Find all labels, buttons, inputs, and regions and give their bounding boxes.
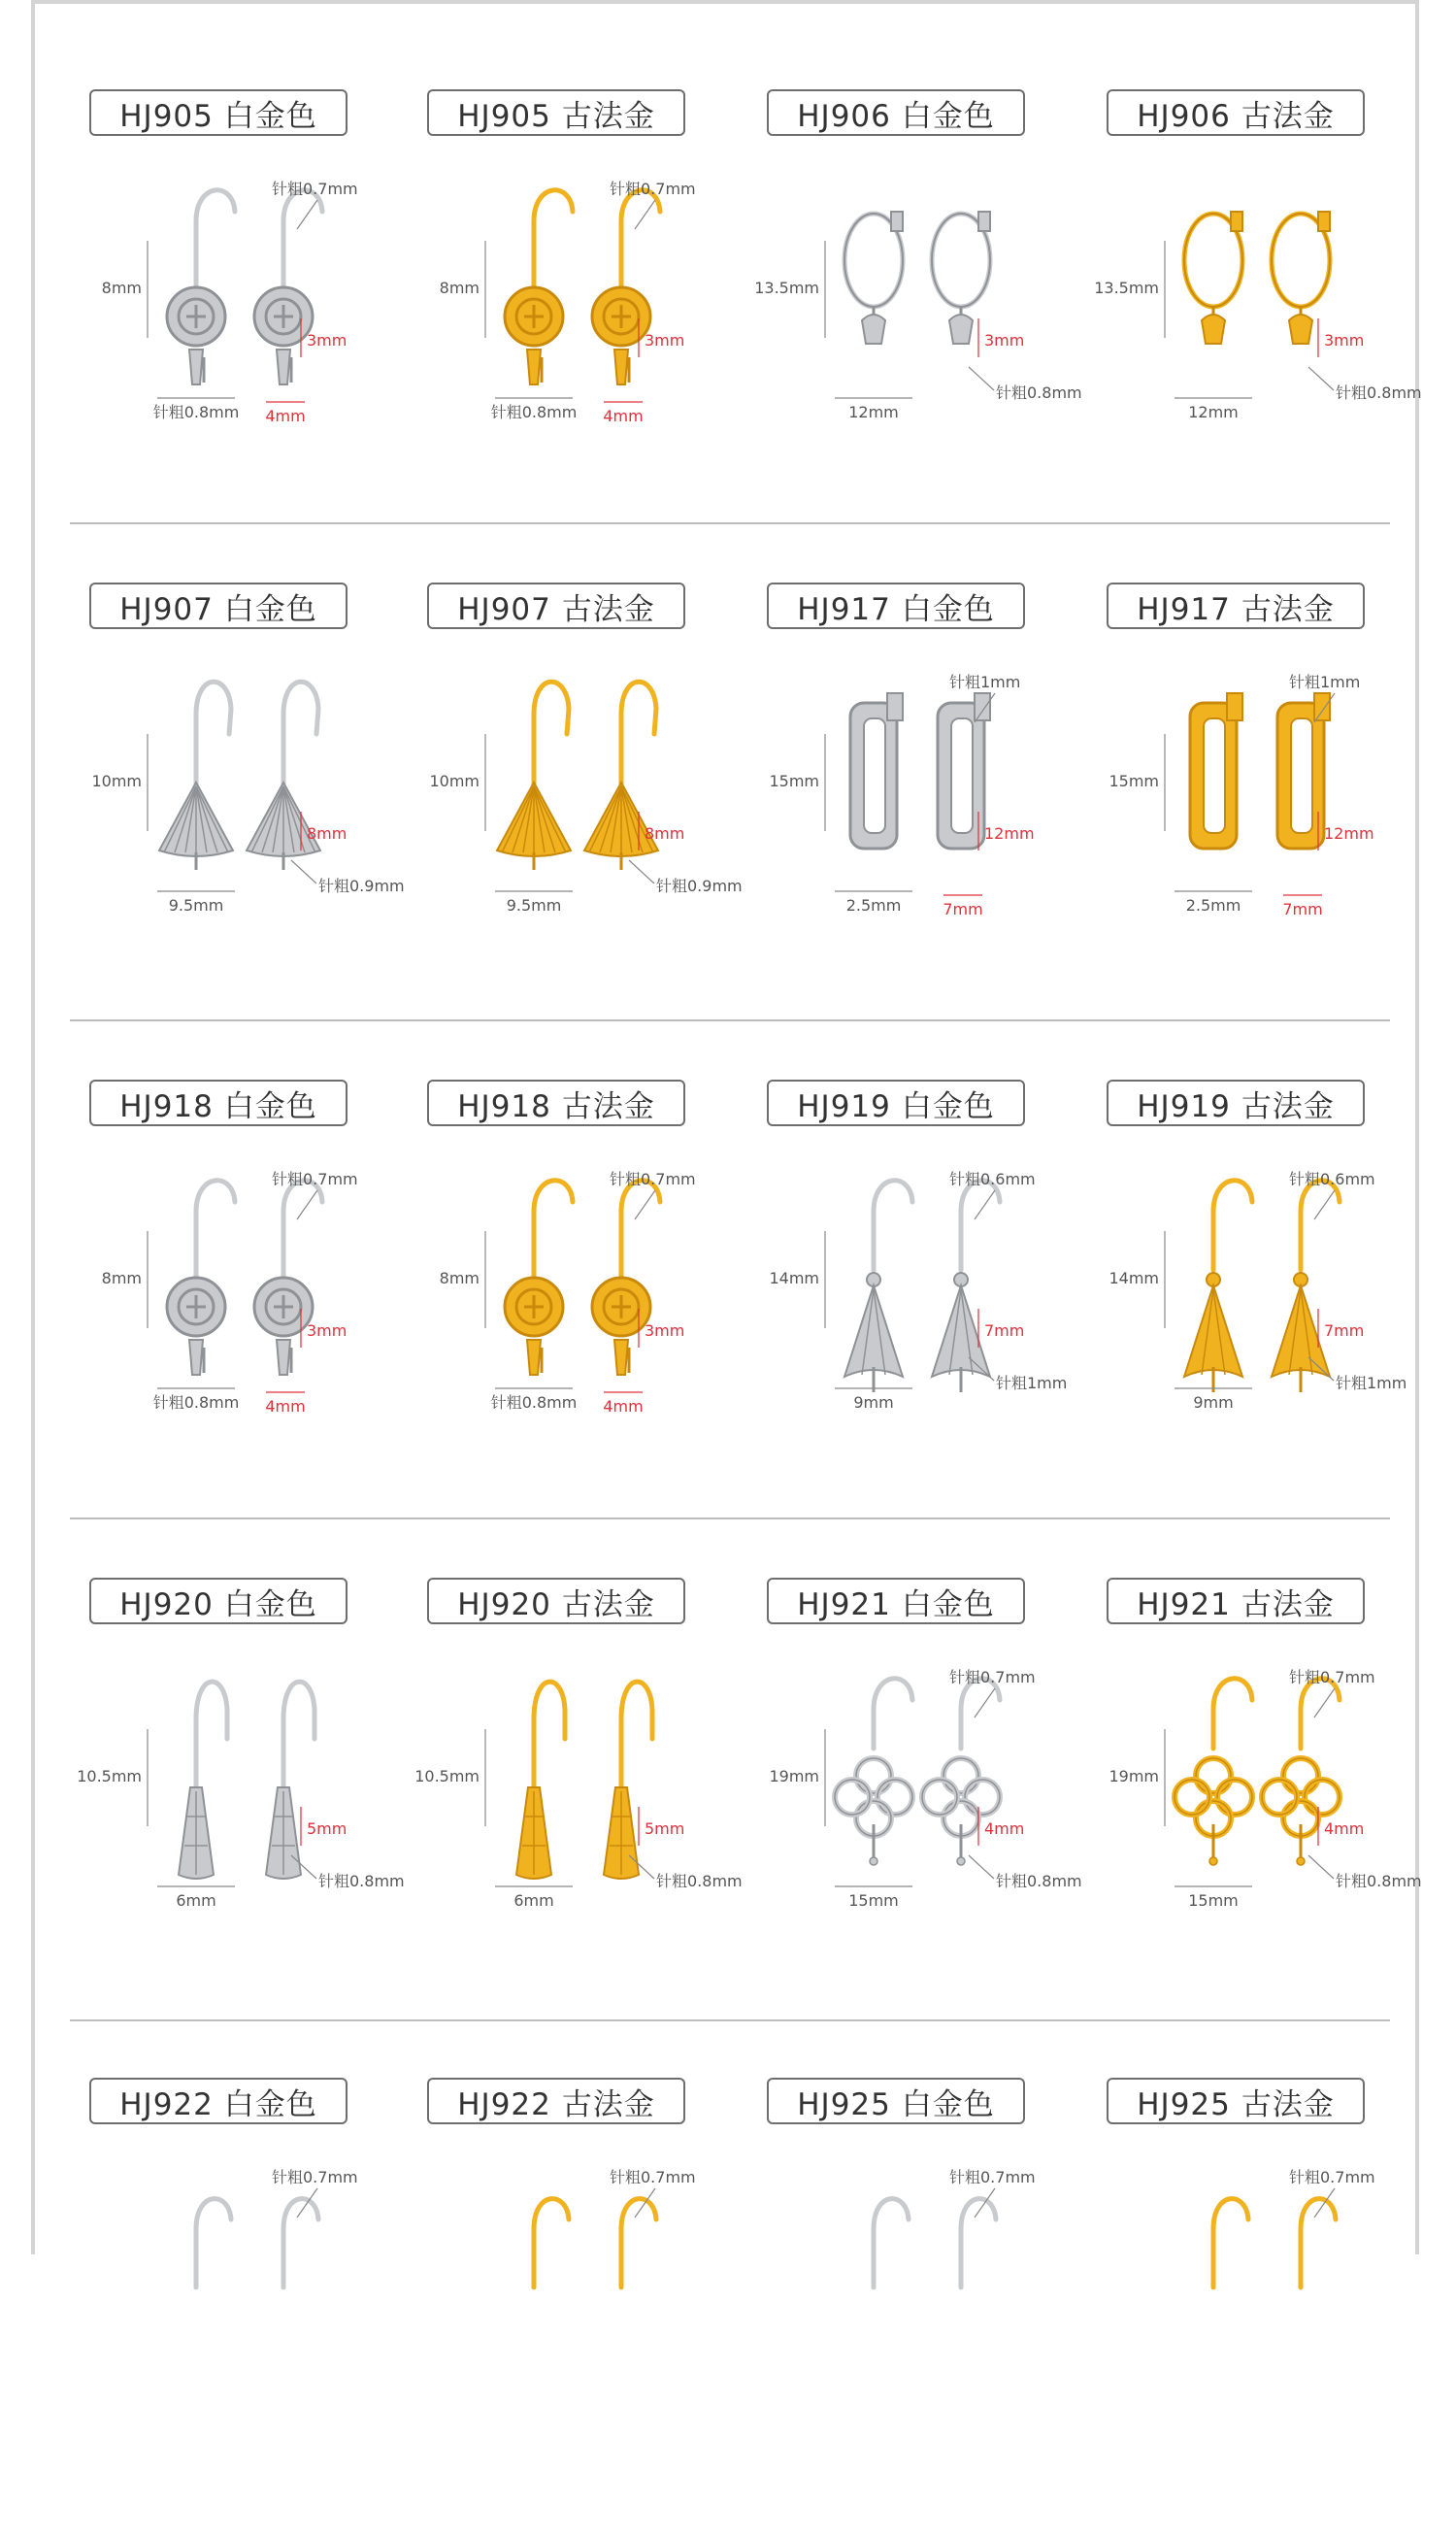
earring-right bbox=[254, 190, 322, 384]
dimension-bottom: 12mm bbox=[1188, 403, 1239, 421]
earring-left bbox=[534, 2199, 569, 2287]
earring-illustration bbox=[728, 666, 1068, 977]
product-card[interactable] bbox=[89, 1080, 429, 1536]
dimension-bottom: 9mm bbox=[1193, 1393, 1234, 1412]
earring-left bbox=[167, 190, 235, 384]
product-label: HJ919 白金色 bbox=[767, 1080, 1025, 1126]
earring-right bbox=[1272, 1181, 1340, 1392]
earring-left bbox=[1184, 1181, 1252, 1392]
dimension-line bbox=[291, 860, 316, 884]
dimension-left: 15mm bbox=[1109, 772, 1159, 790]
dimension-bottom: 2.5mm bbox=[1185, 896, 1241, 915]
dimension-red1: 5mm bbox=[645, 1819, 685, 1838]
earring-left bbox=[505, 190, 573, 384]
dimension-right: 针粗0.8mm bbox=[318, 1872, 405, 1890]
dimension-bottom: 6mm bbox=[513, 1891, 554, 1910]
product-card[interactable] bbox=[767, 583, 1107, 1039]
earring-right bbox=[1277, 693, 1330, 849]
earring-left bbox=[1190, 693, 1242, 849]
dimension-left: 19mm bbox=[1109, 1767, 1159, 1785]
product-label: HJ920 白金色 bbox=[89, 1578, 347, 1624]
earring-left bbox=[1175, 1679, 1252, 1865]
earring-left bbox=[1184, 212, 1242, 344]
dimension-red1: 3mm bbox=[645, 331, 685, 350]
earring-right bbox=[592, 190, 660, 384]
earring-illustration bbox=[728, 1661, 1082, 1972]
earring-left bbox=[167, 1181, 235, 1375]
dimension-left: 10.5mm bbox=[414, 1767, 480, 1785]
product-card[interactable] bbox=[89, 583, 429, 1039]
dimension-right: 针粗0.8mm bbox=[996, 1872, 1082, 1890]
earring-illustration bbox=[388, 666, 743, 977]
dimension-red2: 4mm bbox=[265, 407, 306, 425]
earring-illustration bbox=[50, 1163, 390, 1474]
dimension-right: 针粗0.8mm bbox=[656, 1872, 743, 1890]
earring-illustration bbox=[728, 2161, 1068, 2472]
earring-left bbox=[505, 1181, 573, 1375]
dimension-bottom: 15mm bbox=[1188, 1891, 1239, 1910]
earring-right bbox=[1272, 212, 1330, 344]
earring-illustration bbox=[388, 173, 728, 483]
earring-right bbox=[266, 1682, 314, 1879]
earring-left bbox=[844, 1181, 912, 1392]
product-card[interactable] bbox=[1107, 1080, 1446, 1536]
dimension-right: 针粗1mm bbox=[996, 1374, 1068, 1392]
product-card[interactable] bbox=[754, 89, 1107, 546]
dimension-red1: 7mm bbox=[984, 1321, 1025, 1340]
dimension-bottom: 针粗0.8mm bbox=[490, 1393, 578, 1412]
dimension-top: 针粗0.7mm bbox=[949, 1668, 1036, 1686]
dimension-left: 13.5mm bbox=[754, 279, 819, 297]
earring-left bbox=[850, 693, 903, 849]
dimension-red1: 8mm bbox=[307, 824, 347, 843]
dimension-left: 8mm bbox=[101, 1269, 142, 1287]
dimension-line bbox=[1314, 1190, 1335, 1219]
earring-illustration bbox=[50, 2161, 390, 2472]
product-label: HJ925 古法金 bbox=[1107, 2078, 1365, 2124]
dimension-top: 针粗1mm bbox=[949, 673, 1021, 691]
product-label: HJ907 古法金 bbox=[427, 583, 685, 629]
dimension-top: 针粗1mm bbox=[1289, 673, 1361, 691]
product-card[interactable] bbox=[89, 89, 429, 546]
product-label: HJ922 白金色 bbox=[89, 2078, 347, 2124]
dimension-red2: 7mm bbox=[1282, 900, 1323, 918]
product-card[interactable] bbox=[767, 2078, 1107, 2534]
product-card[interactable] bbox=[1107, 2078, 1446, 2534]
earring-illustration bbox=[1068, 666, 1407, 977]
product-label: HJ917 白金色 bbox=[767, 583, 1025, 629]
dimension-left: 10mm bbox=[429, 772, 480, 790]
dimension-top: 针粗0.6mm bbox=[1289, 1170, 1375, 1188]
product-card[interactable] bbox=[414, 1578, 767, 2034]
dimension-top: 针粗0.7mm bbox=[272, 180, 358, 198]
dimension-top: 针粗0.7mm bbox=[1289, 1668, 1375, 1686]
dimension-line bbox=[635, 1190, 655, 1219]
dimension-left: 10.5mm bbox=[77, 1767, 142, 1785]
dimension-bottom: 针粗0.8mm bbox=[152, 1393, 240, 1412]
dimension-red1: 12mm bbox=[1324, 824, 1374, 843]
dimension-bottom: 12mm bbox=[848, 403, 899, 421]
dimension-line bbox=[1314, 1688, 1335, 1717]
dimension-red1: 3mm bbox=[307, 331, 347, 350]
product-label: HJ906 古法金 bbox=[1107, 89, 1365, 136]
earring-right bbox=[932, 1181, 1000, 1392]
earring-illustration bbox=[388, 1661, 743, 1972]
earring-right bbox=[592, 1181, 660, 1375]
dimension-red2: 4mm bbox=[603, 1397, 644, 1416]
dimension-red1: 5mm bbox=[307, 1819, 347, 1838]
dimension-bottom: 针粗0.8mm bbox=[152, 403, 240, 421]
dimension-bottom: 6mm bbox=[176, 1891, 216, 1910]
dimension-line bbox=[1308, 367, 1334, 390]
dimension-bottom: 2.5mm bbox=[845, 896, 902, 915]
earring-illustration bbox=[50, 173, 390, 483]
earring-illustration bbox=[728, 173, 1082, 483]
dimension-bottom: 9.5mm bbox=[168, 896, 224, 915]
dimension-red1: 4mm bbox=[1324, 1819, 1365, 1838]
dimension-top: 针粗0.6mm bbox=[949, 1170, 1036, 1188]
dimension-right: 针粗0.9mm bbox=[318, 877, 405, 895]
dimension-red1: 7mm bbox=[1324, 1321, 1365, 1340]
product-card[interactable] bbox=[767, 1578, 1107, 2034]
dimension-line bbox=[297, 1190, 317, 1219]
dimension-red1: 3mm bbox=[645, 1321, 685, 1340]
product-card[interactable] bbox=[767, 1080, 1107, 1536]
product-card[interactable] bbox=[89, 2078, 429, 2534]
earring-left bbox=[835, 1679, 912, 1865]
dimension-red2: 7mm bbox=[943, 900, 983, 918]
dimension-red1: 3mm bbox=[1324, 331, 1365, 350]
earring-left bbox=[1213, 2199, 1248, 2287]
earring-right bbox=[932, 212, 990, 344]
earring-left bbox=[159, 682, 233, 870]
dimension-red2: 4mm bbox=[603, 407, 644, 425]
dimension-left: 10mm bbox=[91, 772, 142, 790]
dimension-right: 针粗0.8mm bbox=[1336, 383, 1422, 402]
earring-illustration bbox=[50, 666, 405, 977]
dimension-bottom: 9mm bbox=[853, 1393, 894, 1412]
product-label: HJ921 白金色 bbox=[767, 1578, 1025, 1624]
product-card[interactable] bbox=[427, 1080, 767, 1536]
dimension-red1: 3mm bbox=[307, 1321, 347, 1340]
earring-illustration bbox=[1068, 173, 1422, 483]
dimension-left: 8mm bbox=[101, 279, 142, 297]
dimension-right: 针粗0.9mm bbox=[656, 877, 743, 895]
dimension-red2: 4mm bbox=[265, 1397, 306, 1416]
product-label: HJ905 白金色 bbox=[89, 89, 347, 136]
dimension-red1: 8mm bbox=[645, 824, 685, 843]
product-label: HJ925 白金色 bbox=[767, 2078, 1025, 2124]
dimension-top: 针粗0.7mm bbox=[610, 1170, 696, 1188]
dimension-line bbox=[969, 1855, 994, 1879]
product-label: HJ920 古法金 bbox=[427, 1578, 685, 1624]
product-card[interactable] bbox=[427, 89, 767, 546]
dimension-left: 14mm bbox=[1109, 1269, 1159, 1287]
dimension-red1: 4mm bbox=[984, 1819, 1025, 1838]
earring-illustration bbox=[1068, 2161, 1407, 2472]
dimension-red1: 12mm bbox=[984, 824, 1035, 843]
earring-left bbox=[844, 212, 903, 344]
product-label: HJ905 古法金 bbox=[427, 89, 685, 136]
product-card[interactable] bbox=[1107, 1578, 1446, 2034]
product-card[interactable] bbox=[77, 1578, 429, 2034]
earring-left bbox=[196, 2199, 231, 2287]
product-card[interactable] bbox=[427, 2078, 767, 2534]
product-label: HJ917 古法金 bbox=[1107, 583, 1365, 629]
dimension-left: 8mm bbox=[439, 1269, 480, 1287]
dimension-left: 8mm bbox=[439, 279, 480, 297]
earring-left bbox=[179, 1682, 227, 1879]
dimension-right: 针粗0.8mm bbox=[1336, 1872, 1422, 1890]
dimension-bottom: 15mm bbox=[848, 1891, 899, 1910]
earring-illustration bbox=[728, 1163, 1068, 1474]
dimension-left: 14mm bbox=[769, 1269, 819, 1287]
dimension-line bbox=[629, 860, 654, 884]
dimension-right: 针粗0.8mm bbox=[996, 383, 1082, 402]
product-label: HJ918 古法金 bbox=[427, 1080, 685, 1126]
dimension-line bbox=[975, 1688, 995, 1717]
dimension-line bbox=[297, 200, 317, 229]
earring-left bbox=[516, 1682, 565, 1879]
dimension-top: 针粗0.7mm bbox=[1289, 2168, 1375, 2186]
dimension-red1: 3mm bbox=[984, 331, 1025, 350]
earring-illustration bbox=[1068, 1163, 1407, 1474]
dimension-top: 针粗0.7mm bbox=[272, 1170, 358, 1188]
dimension-right: 针粗1mm bbox=[1336, 1374, 1407, 1392]
earring-left bbox=[874, 2199, 909, 2287]
earring-right bbox=[254, 1181, 322, 1375]
dimension-top: 针粗0.7mm bbox=[610, 2168, 696, 2186]
dimension-left: 13.5mm bbox=[1094, 279, 1159, 297]
earring-illustration bbox=[388, 1163, 728, 1474]
dimension-bottom: 9.5mm bbox=[506, 896, 562, 915]
dimension-top: 针粗0.7mm bbox=[610, 180, 696, 198]
earring-illustration bbox=[50, 1661, 405, 1972]
product-label: HJ918 白金色 bbox=[89, 1080, 347, 1126]
earring-illustration bbox=[388, 2161, 728, 2472]
product-card[interactable] bbox=[1094, 89, 1446, 546]
product-label: HJ906 白金色 bbox=[767, 89, 1025, 136]
product-label: HJ907 白金色 bbox=[89, 583, 347, 629]
dimension-top: 针粗0.7mm bbox=[272, 2168, 358, 2186]
product-card[interactable] bbox=[427, 583, 767, 1039]
dimension-bottom: 针粗0.8mm bbox=[490, 403, 578, 421]
dimension-line bbox=[969, 367, 994, 390]
dimension-left: 15mm bbox=[769, 772, 819, 790]
earring-left bbox=[497, 682, 571, 870]
earring-right bbox=[938, 693, 990, 849]
dimension-left: 19mm bbox=[769, 1767, 819, 1785]
dimension-line bbox=[635, 200, 655, 229]
product-label: HJ921 古法金 bbox=[1107, 1578, 1365, 1624]
product-label: HJ919 古法金 bbox=[1107, 1080, 1365, 1126]
dimension-top: 针粗0.7mm bbox=[949, 2168, 1036, 2186]
earring-right bbox=[604, 1682, 652, 1879]
dimension-line bbox=[975, 1190, 995, 1219]
dimension-line bbox=[1308, 1855, 1334, 1879]
product-label: HJ922 古法金 bbox=[427, 2078, 685, 2124]
product-card[interactable] bbox=[1107, 583, 1446, 1039]
earring-illustration bbox=[1068, 1661, 1422, 1972]
